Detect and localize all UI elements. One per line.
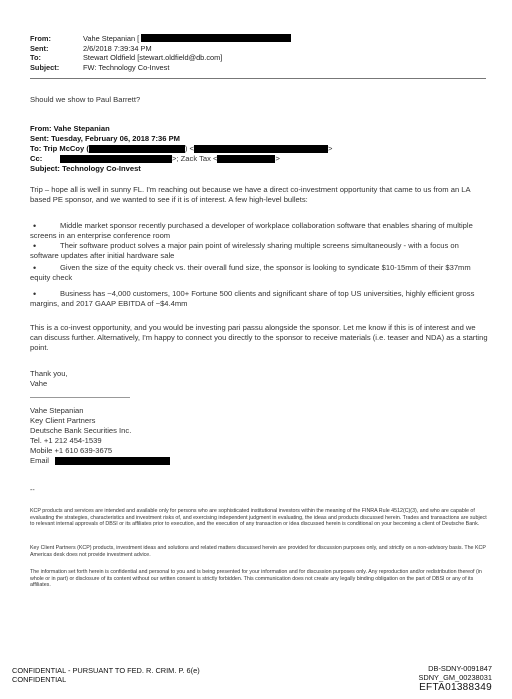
bullet-icon: •	[33, 289, 37, 299]
fwd-cc-end: >	[275, 154, 280, 163]
footer-left	[12, 666, 200, 684]
subject-value: FW: Technology Co-Invest	[83, 62, 170, 72]
header-from-row	[30, 34, 291, 44]
signature-name: Vahe Stepanian	[30, 406, 84, 415]
bullet-item	[30, 241, 488, 261]
forwarded-header	[30, 124, 488, 174]
subject-label: Subject:	[30, 62, 60, 72]
fwd-subject: Subject: Technology Co-Invest	[30, 164, 141, 173]
from-label: From:	[30, 34, 51, 43]
header-to-row	[30, 53, 291, 63]
email-header	[30, 34, 291, 72]
signature-tel: Tel. +1 212 454-1539	[30, 436, 102, 445]
top-message: Should we show to Paul Barrett?	[30, 95, 141, 104]
legal-disclaimer: Key Client Partners (KCP) products, investment ideas and solutions and related matters discussed herein are provided for discussion purposes only, and strictly on a non-advisory basis. The KCP Americas desk does not provide investment advice.	[30, 545, 486, 558]
fwd-cc-label: Cc:	[30, 154, 43, 163]
redaction-box	[60, 155, 172, 163]
signature-email-label: Email	[30, 456, 49, 465]
bullet-item	[30, 289, 488, 309]
fwd-from: From: Vahe Stepanian	[30, 124, 110, 133]
sent-value: 2/6/2018 7:39:34 PM	[83, 43, 152, 53]
fwd-to-mid: ) <	[184, 144, 194, 153]
bullet-icon: •	[33, 221, 37, 231]
redaction-box	[89, 145, 185, 153]
footer-confidential-grand-jury: CONFIDENTIAL - PURSUANT TO FED. R. CRIM. P. 6(e)	[12, 666, 200, 675]
paragraph-coinvest: This is a co-invest opportunity, and you would be investing pari passu alongside the sponsor. Let me know if this is of interest and we can discuss further. Alternatively, I'm happy to connect you directly to the sponsor to receive materials (i.e. teaser and NDA) as a starting point.	[30, 323, 488, 352]
signature-mobile: Mobile +1 610 639-3675	[30, 446, 113, 455]
redaction-box	[55, 457, 170, 465]
bullet-icon: •	[33, 241, 37, 251]
fwd-to-row	[30, 144, 488, 154]
signature-company: Deutsche Bank Securities Inc.	[30, 426, 132, 435]
bates-number-efta: EFTA01388349	[419, 682, 492, 693]
fwd-to-prefix: To: Trip McCoy (	[30, 144, 89, 153]
paragraph-intro: Trip – hope all is well in sunny FL. I'm reaching out because we have a direct co-investment opportunity that came to us from an LA based PE sponsor, and we wanted to see if it is of interest. A few high-level bullets:	[30, 185, 471, 204]
bullet-item	[30, 263, 488, 283]
separator: --	[30, 487, 35, 494]
footer-confidential: CONFIDENTIAL	[12, 675, 67, 684]
header-divider	[30, 78, 486, 79]
signoff	[30, 369, 488, 389]
header-sent-row	[30, 44, 291, 54]
redaction-box	[217, 155, 275, 163]
signature-block	[30, 406, 488, 466]
bullet-text: Middle market sponsor recently purchased a developer of workplace collaboration software that enables sharing of multiple screens in an enterprise conference room	[30, 221, 473, 240]
to-value: Stewart Oldfield [stewart.oldfield@db.com]	[83, 53, 223, 63]
signoff-thanks: Thank you,	[30, 369, 68, 378]
bullet-item	[30, 221, 488, 241]
bates-number-sdny: SDNY_GM_00238031	[418, 673, 492, 682]
signoff-name: Vahe	[30, 379, 48, 388]
to-label: To:	[30, 53, 41, 63]
sent-label: Sent:	[30, 43, 49, 53]
fwd-cc-mid: >; Zack Tax <	[172, 154, 218, 163]
bullet-text: Business has ~4,000 customers, 100+ Fortune 500 clients and significant share of top US universities, highly efficient gross margins, and 2017 GAAP EBITDA of ~$4.4mm	[30, 289, 475, 308]
bullet-text: Given the size of the equity check vs. their overall fund size, the sponsor is looking to syndicate $10-15mm of their $37mm equity check	[30, 263, 471, 282]
redaction-box	[141, 34, 291, 42]
legal-disclaimer: The information set forth herein is confidential and personal to you and is being presented for your information and for discussion purposes only. Any reproduction and/or redistribution thereof (in whole or in part) or disclosure of its content without our written consent is strictly forbidden. This communication does not create any legally binding obligation on the part of DBSI or any of its affiliates.	[30, 569, 482, 589]
signature-email-row	[30, 456, 488, 466]
signature-title: Key Client Partners	[30, 416, 96, 425]
footer-right	[418, 664, 492, 693]
fwd-to-end: >	[328, 144, 333, 153]
header-subject-row	[30, 63, 291, 73]
fwd-cc-row	[30, 154, 488, 164]
fwd-sent: Sent: Tuesday, February 06, 2018 7:36 PM	[30, 134, 180, 143]
bullet-icon: •	[33, 263, 37, 273]
signature-divider	[30, 397, 130, 398]
from-value: Vahe Stepanian [	[83, 34, 140, 43]
bates-number-db: DB-SDNY-0091847	[428, 664, 492, 673]
legal-disclaimer: KCP products and services are intended and available only for persons who are sophisticated institutional investors within the meaning of the FINRA Rule 4512(C)(3), and who are capable of evaluating the strategies, characteristics and investment risks of, and exercising independent judgment in evaluating, the ideas and products discussed herein. Trades and transactions are subject to relevant internal approvals of DBSI or its affiliates prior to execution, and the execution of any transaction or idea discussed herein is conditional on your becoming a client of Deutsche Bank.	[30, 508, 487, 528]
redaction-box	[194, 145, 328, 153]
bullet-text: Their software product solves a major pain point of wirelessly sharing multiple screens simultaneously - with a focus on software updates after initial hardware sale	[30, 241, 459, 260]
